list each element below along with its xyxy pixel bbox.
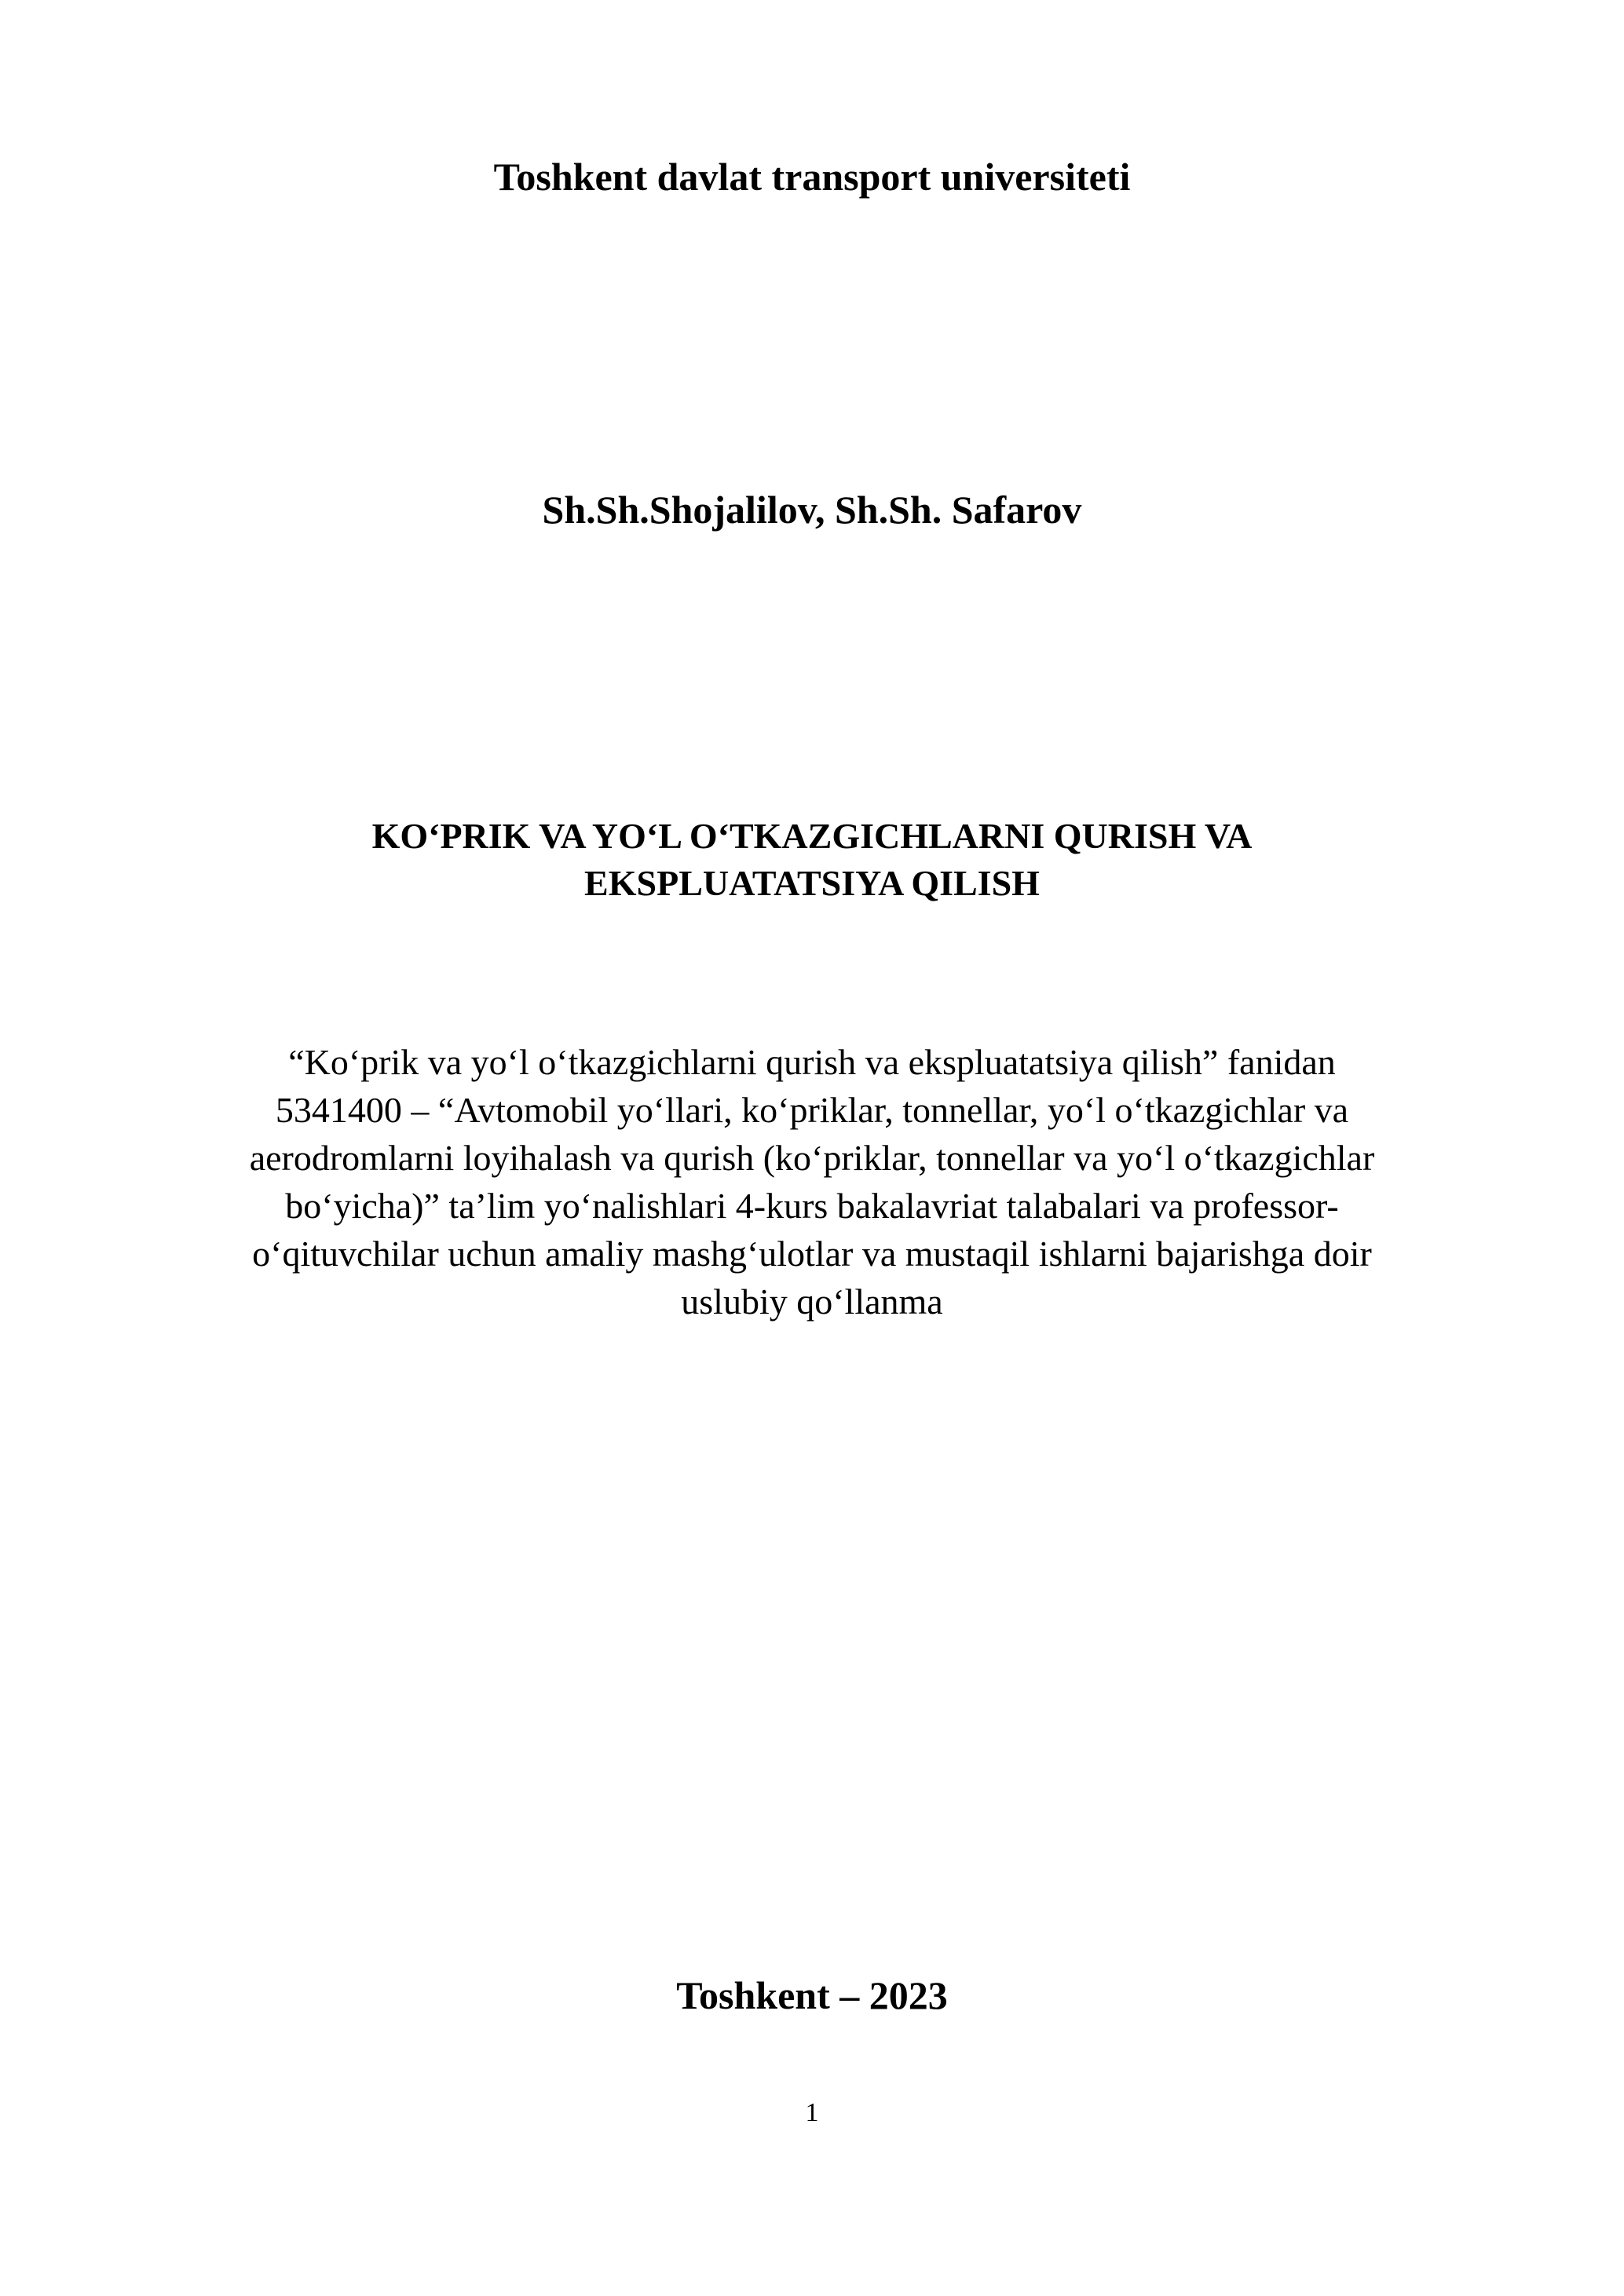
place-and-year: Toshkent – 2023 xyxy=(676,1973,948,2017)
title-line: EKSPLUATATSIYA QILISH xyxy=(584,863,1040,903)
description-line: bo‘yicha)” ta’lim yo‘nalishlari 4-kurs bakalavriat talabalari va professor- xyxy=(285,1186,1339,1226)
description-line: 5341400 – “Avtomobil yo‘llari, ko‘priklar, tonnellar, yo‘l o‘tkazgichlar va xyxy=(275,1090,1349,1130)
document-description xyxy=(0,1038,1624,1325)
university-name: Toshkent davlat transport universiteti xyxy=(493,155,1131,199)
document-title xyxy=(0,813,1624,907)
description-line: uslubiy qo‘llanma xyxy=(681,1281,943,1322)
page-number: 1 xyxy=(805,2098,819,2127)
description-line: “Ko‘prik va yo‘l o‘tkazgichlarni qurish va ekspluatatsiya qilish” fanidan xyxy=(288,1042,1336,1082)
description-line: aerodromlarni loyihalash va qurish (ko‘priklar, tonnellar va yo‘l o‘tkazgichlar xyxy=(249,1138,1375,1178)
authors: Sh.Sh.Shojalilov, Sh.Sh. Safarov xyxy=(542,488,1082,532)
title-line: KO‘PRIK VA YO‘L O‘TKAZGICHLARNI QURISH VA xyxy=(371,816,1253,856)
description-line: o‘qituvchilar uchun amaliy mashg‘ulotlar va mustaqil ishlarni bajarishga doir xyxy=(252,1234,1372,1274)
